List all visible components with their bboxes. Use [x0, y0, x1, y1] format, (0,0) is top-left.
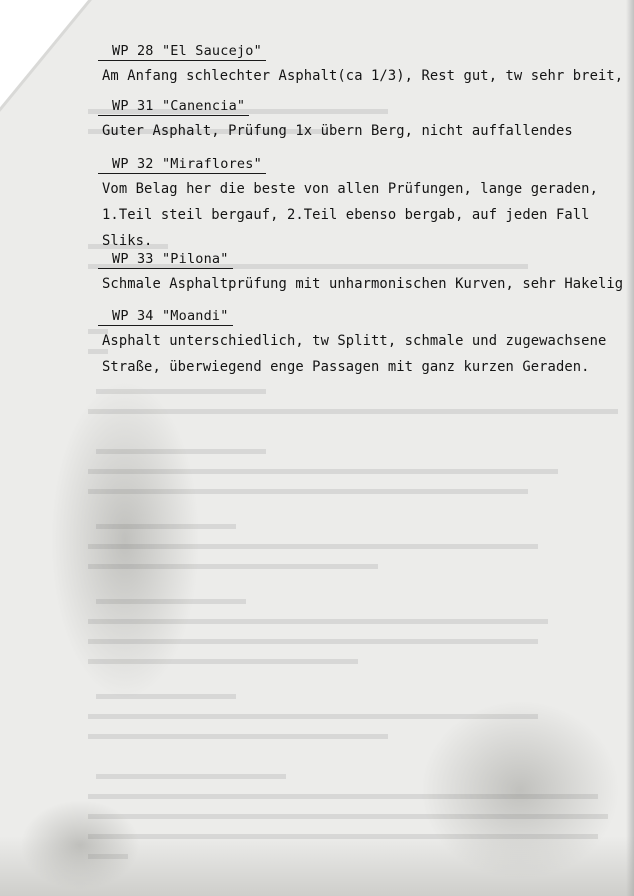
- stage-heading: WP 28 "El Saucejo": [98, 42, 266, 61]
- stage-entry: [102, 153, 602, 254]
- page-edge-shadow: [626, 0, 634, 896]
- stage-entry: [102, 248, 624, 297]
- description-line: Am Anfang schlechter Asphalt(ca 1/3), Rest gut, tw sehr breit,: [102, 68, 624, 84]
- stage-entry: [102, 40, 624, 89]
- show-through-text: [88, 685, 588, 745]
- description-line: Schmale Asphaltprüfung mit unharmonischen Kurven, sehr Hakelig: [102, 276, 624, 292]
- show-through-text: [88, 380, 588, 420]
- description-line: Straße, überwiegend enge Passagen mit ganz kurzen Geraden.: [102, 359, 590, 375]
- show-through-text: [88, 440, 588, 500]
- stage-description: [102, 118, 602, 144]
- stage-entry: [102, 95, 602, 144]
- stage-heading: WP 31 "Canencia": [98, 97, 249, 116]
- stage-heading: WP 32 "Miraflores": [98, 155, 266, 174]
- description-line: 1.Teil steil bergauf, 2.Teil ebenso bergab, auf jeden Fall: [102, 207, 590, 223]
- description-line: Guter Asphalt, Prüfung 1x übern Berg, nicht auffallendes: [102, 123, 573, 139]
- show-through-text: [88, 590, 588, 670]
- stage-description: [102, 63, 624, 89]
- description-line: Vom Belag her die beste von allen Prüfungen, lange geraden,: [102, 181, 598, 197]
- show-through-text: [88, 515, 588, 575]
- description-line: Asphalt unterschiedlich, tw Splitt, schmale und zugewachsene: [102, 333, 607, 349]
- stage-description: [102, 328, 607, 380]
- page-bottom-shadow: [0, 836, 634, 896]
- stage-description: [102, 271, 624, 297]
- stage-heading: WP 34 "Moandi": [98, 307, 233, 326]
- stage-description: [102, 176, 602, 254]
- stage-heading: WP 33 "Pilona": [98, 250, 233, 269]
- description-line: Sliks.: [102, 233, 153, 249]
- stage-entry: [102, 305, 607, 380]
